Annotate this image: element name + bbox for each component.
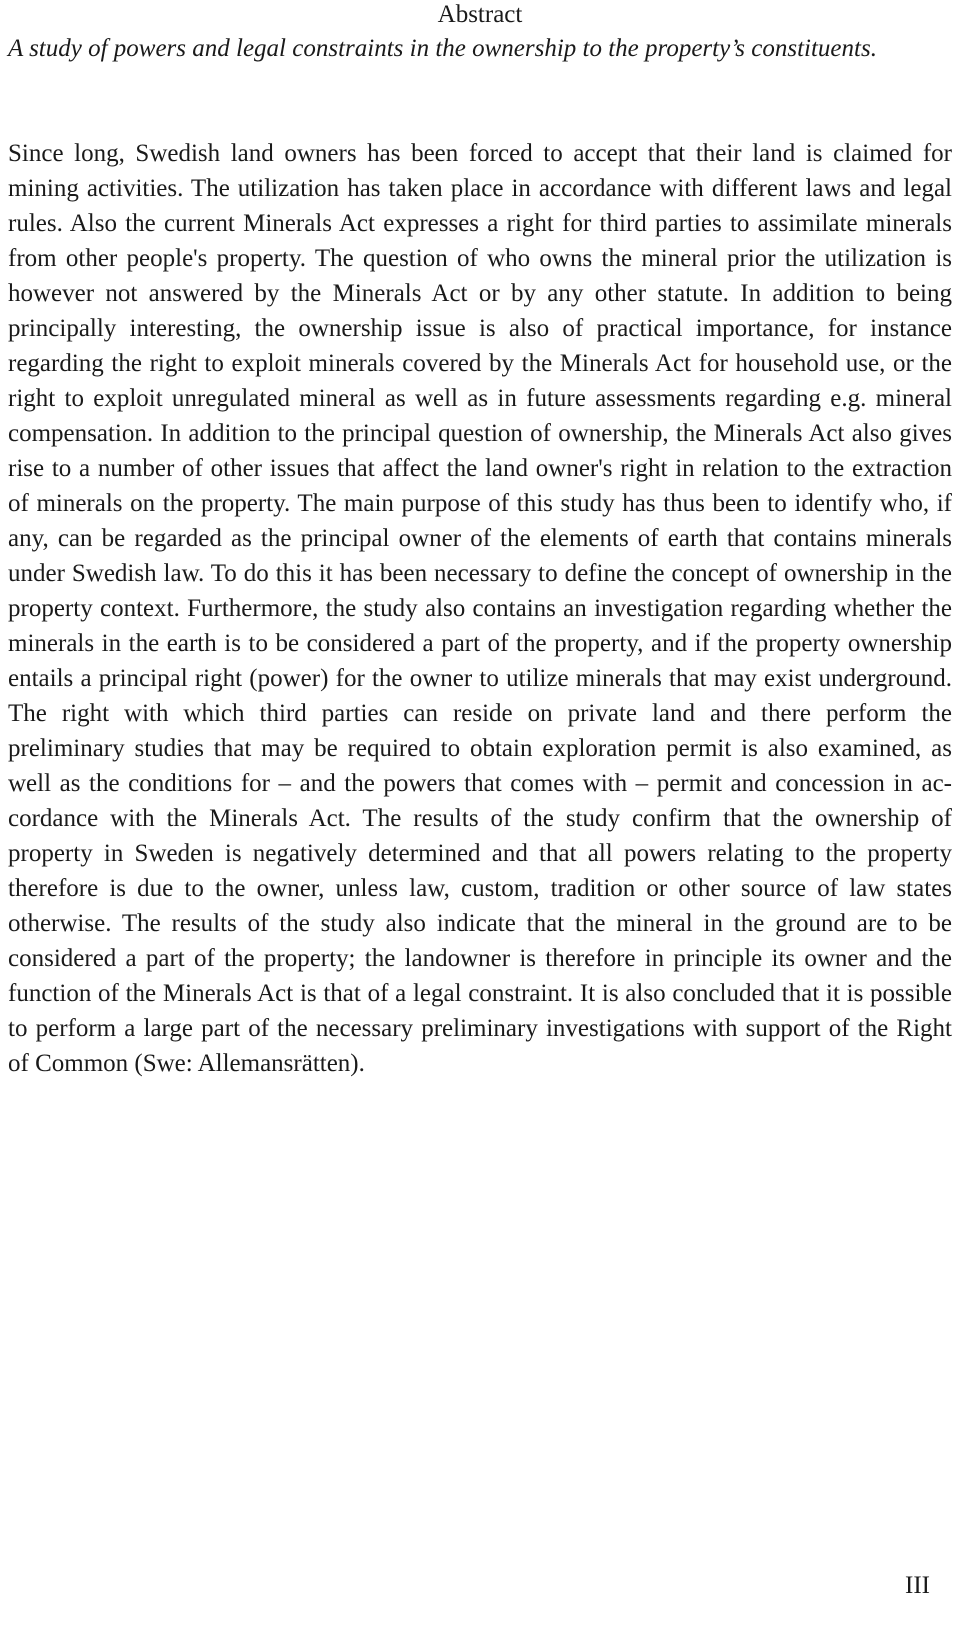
abstract-body: Since long, Swedish land owners has been forced to accept that their land is claimed for mining activities. The utilization has taken place in accordance with different laws and legal rules. Also the current Minerals Act expresses a right for third parties to assimilate minerals from other people's property. The question of who owns the mineral prior the utilization is however not answered by the Minerals Act or by any other statute. In addition to being principally interesting, the ownership issue is also of practical importance, for instance regarding the right to exploit minerals covered by the Minerals Act for household use, or the right to exploit unregulated mineral as well as in future assessments regarding e.g. mineral compensation. In addition to the principal question of ownership, the Minerals Act also gives rise to a number of other issues that affect the land owner's right in relation to the extraction of minerals on the property. The main purpose of this study has thus been to identify who, if any, can be regarded as the principal owner of the elements of earth that contains minerals under Swedish law. To do this it has been necessary to define the concept of ownership in the property context. Furthermore, the study also contains an investigation regarding whether the minerals in the earth is to be considered a part of the property, and if the property ownership entails a principal right (power) for the owner to utilize minerals that may exist underground. The right with which third parties can reside on private land and there perform the preliminary studies that may be required to obtain exploration permit is also examined, as well as the conditions for – and the powers that comes with – permit and concession in accordance with the Minerals Act. The results of the study confirm that the ownership of property in Sweden is negatively determined and that all powers relating to the property therefore is due to the owner, unless law, custom, tradition or other source of law states otherwise. The results of the study also indicate that the mineral in the ground are to be considered a part of the property; the landowner is therefore in principle its owner and the function of the Minerals Act is that of a legal constraint. It is also concluded that it is possible to perform a large part of the necessary preliminary investigations with support of the Right of Common (Swe: Allemansrätten). (8, 140, 952, 1077)
page-number: III (905, 1572, 930, 1599)
abstract-subtitle: A study of powers and legal constraints in the ownership to the property’s constituents. (8, 35, 877, 62)
abstract-heading: Abstract (437, 1, 523, 28)
